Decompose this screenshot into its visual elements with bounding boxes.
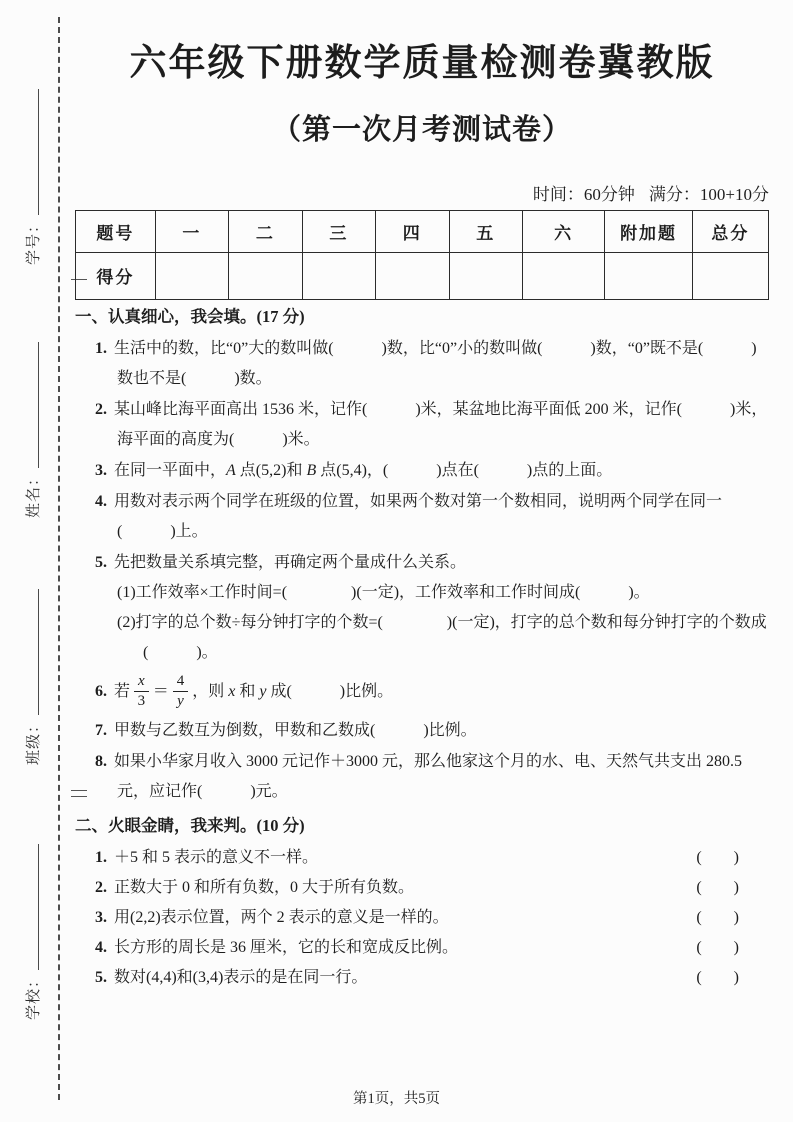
question-text: 正数大于 0 和所有负数，0 大于所有负数。	[114, 878, 415, 896]
side-field-name	[17, 342, 43, 518]
question-text: 某山峰比海平面高出 1536 米，记作( )米，某盆地比海平面低 200 米，记作( )米，海平面的高度为( )米。	[114, 400, 768, 448]
fraction-denominator: y	[177, 693, 184, 710]
question-text: 先把数量关系填完整，再确定两个量成什么关系。	[114, 553, 467, 571]
question-5-sub-2: (2)打字的总个数÷每分钟打字的个数=( )(一定)，打字的总个数和每分钟打字的个数成( )。	[117, 613, 767, 661]
side-field-school	[17, 844, 43, 1020]
exam-full-score: 满分：100+10分	[648, 184, 769, 204]
score-row-label: 得分	[76, 252, 156, 299]
answer-blank: ( )	[696, 938, 739, 956]
question-text: 数对(4,4)和(3,4)表示的是在同一行。	[114, 968, 368, 986]
section-judge-heading: 二、火眼金睛，我来判。(10 分)	[75, 815, 305, 835]
judge-item-3	[95, 903, 739, 933]
question-number: 2.	[95, 878, 107, 896]
question-number: 3.	[95, 461, 107, 479]
score-cell-empty	[522, 252, 604, 299]
judge-questions	[75, 843, 769, 993]
judge-item-2	[95, 873, 739, 903]
fold-dashed-line	[58, 17, 60, 1100]
class-blank-line	[23, 589, 39, 715]
score-table-header-row	[76, 210, 769, 252]
answer-blank: ( )	[696, 968, 739, 986]
question-number: 5.	[95, 553, 107, 571]
fraction-numerator: 4	[173, 673, 189, 692]
fraction-x-over-3	[134, 673, 149, 711]
score-cell-empty	[449, 252, 522, 299]
fraction-numerator: x	[134, 673, 149, 692]
question-text: 生活中的数，比“0”大的数叫做( )数，比“0”小的数叫做( )数，“0”既不是( )数也不是( )数。	[114, 339, 757, 387]
equals-sign: ＝	[152, 682, 169, 700]
question-number: 5.	[95, 968, 107, 986]
question-text: 长方形的周长是 36 厘米，它的长和宽成反比例。	[114, 938, 459, 956]
question-6	[95, 669, 769, 715]
question-number: 8.	[95, 752, 107, 770]
score-cell-empty	[302, 252, 375, 299]
score-table-header-cell: 五	[449, 210, 522, 252]
question-text: 如果小华家月收入 3000 元记作＋3000 元，那么他家这个月的水、电、天然气共支出 280.5 元，应记作( )元。	[114, 752, 743, 800]
question-text: 甲数与乙数互为倒数，甲数和乙数成( )比例。	[114, 721, 477, 739]
fill-questions	[75, 334, 769, 807]
score-cell-empty	[229, 252, 302, 299]
answer-blank: ( )	[696, 848, 739, 866]
question-number: 4.	[95, 938, 107, 956]
score-table-header-cell: 三	[302, 210, 375, 252]
score-table-header-cell: 四	[376, 210, 449, 252]
score-table-header-cell: 总分	[692, 210, 768, 252]
score-cell-empty	[376, 252, 449, 299]
question-text: 用数对表示两个同学在班级的位置，如果两个数对第一个数相同，说明两个同学在同一( )上。	[114, 492, 723, 540]
score-table-header-cell: 题号	[76, 210, 156, 252]
score-table-score-row	[76, 252, 769, 299]
score-cell-empty	[605, 252, 692, 299]
question-text: 用(2,2)表示位置，两个 2 表示的意义是一样的。	[114, 908, 449, 926]
question-number: 4.	[95, 492, 107, 510]
school-label: 学校：	[26, 971, 42, 1020]
score-table	[75, 210, 769, 300]
fraction-4-over-y	[173, 673, 189, 711]
question-1	[95, 334, 769, 394]
exam-meta	[75, 184, 769, 206]
question-text: 在同一平面中，A 点(5,2)和 B 点(5,4)，( )点在( )点的上面。	[114, 461, 613, 479]
judge-item-5	[95, 963, 739, 993]
question-5-sub-1: (1)工作效率×工作时间=( )(一定)，工作效率和工作时间成( )。	[117, 583, 650, 601]
class-label: 班级：	[26, 716, 42, 765]
question-number: 7.	[95, 721, 107, 739]
question-number: 1.	[95, 848, 107, 866]
score-table-header-cell: 一	[155, 210, 228, 252]
student-id-label: 学号：	[26, 216, 42, 265]
question-text: ＋5 和 5 表示的意义不一样。	[114, 848, 319, 866]
name-label: 姓名：	[26, 469, 42, 518]
question-7	[95, 716, 769, 746]
question-number: 1.	[95, 339, 107, 357]
school-blank-line	[23, 844, 39, 970]
question-text-suffix: ，则 x 和 y 成( )比例。	[192, 682, 394, 700]
name-blank-line	[23, 342, 39, 468]
question-2	[95, 395, 769, 455]
score-table-header-cell: 二	[229, 210, 302, 252]
question-4	[95, 487, 769, 547]
score-table-header-cell: 附加题	[605, 210, 692, 252]
question-5	[95, 548, 769, 668]
answer-blank: ( )	[696, 908, 739, 926]
question-number: 2.	[95, 400, 107, 418]
exam-time: 时间：60分钟	[532, 184, 635, 204]
section-fill-heading: 一、认真细心，我会填。(17 分)	[75, 306, 305, 326]
exam-content	[75, 0, 769, 993]
question-3	[95, 456, 769, 486]
question-number: 6.	[95, 682, 107, 700]
judge-item-1	[95, 843, 739, 873]
page-subtitle: （第一次月考测试卷）	[271, 114, 572, 147]
answer-blank: ( )	[696, 878, 739, 896]
side-field-student-id	[17, 89, 43, 265]
student-id-blank-line	[23, 89, 39, 215]
question-number: 3.	[95, 908, 107, 926]
page-title: 六年级下册数学质量检测卷冀教版	[129, 43, 715, 84]
fraction-denominator: 3	[137, 693, 146, 710]
score-table-header-cell: 六	[522, 210, 604, 252]
footer-page-number: 第1页，共5页	[353, 1091, 440, 1107]
question-text-prefix: 若	[114, 682, 131, 700]
score-cell-empty	[692, 252, 768, 299]
question-8	[95, 747, 769, 807]
judge-item-4	[95, 933, 739, 963]
score-cell-empty	[155, 252, 228, 299]
side-field-class	[17, 589, 43, 765]
